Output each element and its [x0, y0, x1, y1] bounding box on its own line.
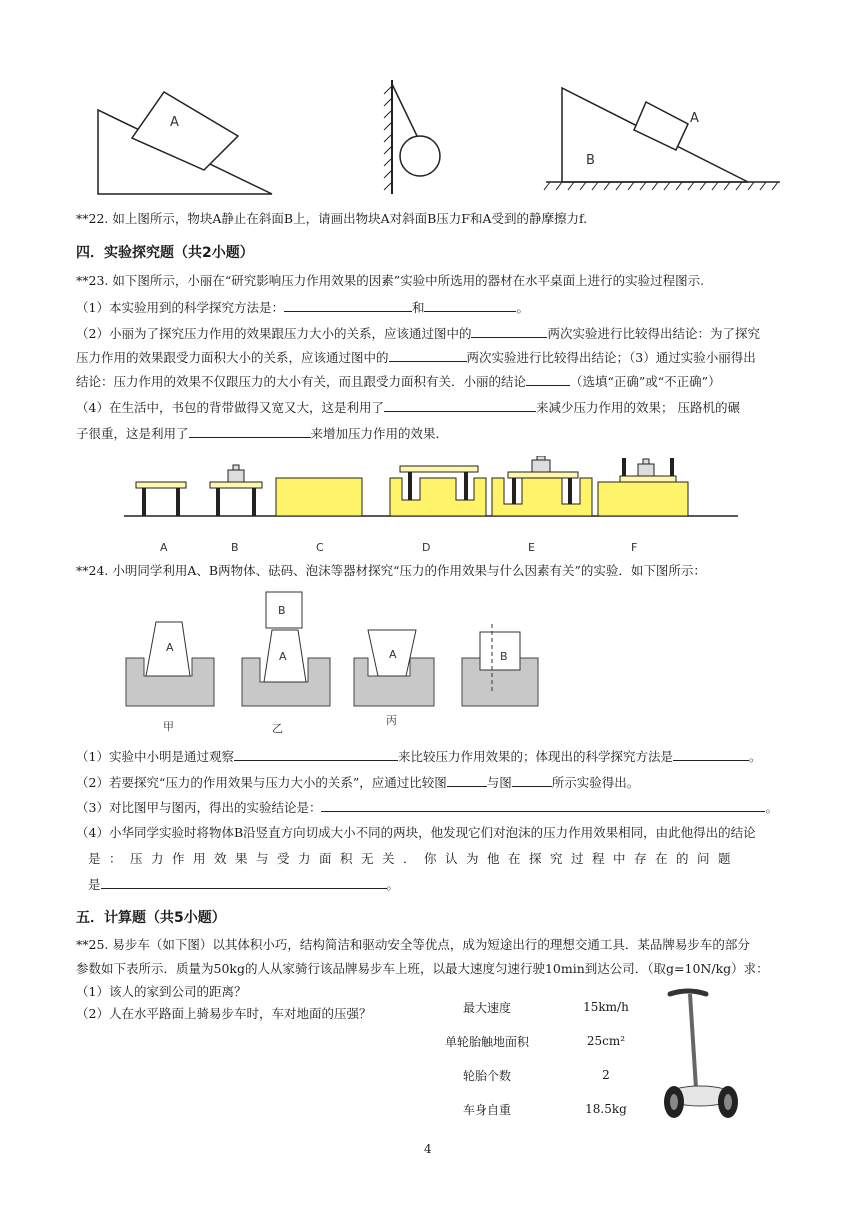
- q24-p2: （2）若要探究“压力的作用效果与压力大小的关系”，应通过比较图 与图 所示实验得出。: [76, 775, 640, 790]
- table-row: [420, 1024, 658, 1058]
- q23-label-d: D: [422, 541, 431, 554]
- q23-blank-2[interactable]: [424, 298, 516, 312]
- q23-p3: 结论：压力作用的效果不仅跟压力的大小有关，而且跟受力面积有关．小丽的结论 （选填“正确”或“不正确”）: [76, 374, 721, 389]
- q23-experiment-figure: [124, 456, 738, 522]
- section5-title: 五．计算题（共5小题）: [76, 910, 226, 926]
- q23-blank-5[interactable]: [526, 372, 570, 386]
- q23-blank-6[interactable]: [384, 398, 536, 412]
- param-value: 2: [602, 1068, 610, 1082]
- q23-p1: （1）本实验用到的科学探究方法是： 和 。: [76, 300, 529, 315]
- q24-block-a-yi: A: [279, 650, 287, 663]
- param-key: 单轮胎触地面积: [444, 1034, 529, 1049]
- q23-label-f: F: [631, 541, 638, 554]
- q24-label-bing: 丙: [386, 714, 397, 727]
- q23-line1: **23. 如下图所示，小丽在“研究影响压力作用效果的因素”实验中所选用的器材在水平桌面上进行的实验过程图示.: [76, 273, 705, 288]
- page-number: 4: [424, 1142, 432, 1156]
- q24-block-a-jia: A: [166, 641, 174, 654]
- q23-blank-3[interactable]: [471, 324, 547, 338]
- q24-p4-line2: 是：压力作用效果与受力面积无关．你认为他在探究过程中存在的问题: [88, 851, 740, 866]
- q23-label-e: E: [528, 541, 535, 554]
- incline-figure-left: [92, 84, 278, 200]
- q23-p4-line2: 子很重，这是利用了 来增加压力作用的效果．: [76, 426, 449, 441]
- param-value: 15km/h: [583, 1000, 629, 1014]
- table-row: [420, 1058, 658, 1092]
- table-row: [420, 990, 658, 1024]
- table-row: [420, 1092, 658, 1126]
- q23-p4: （4）在生活中，书包的背带做得又宽又大，这是利用了 来减少压力作用的效果； 压路机的碾: [76, 400, 740, 415]
- param-key: 轮胎个数: [462, 1068, 511, 1083]
- scooter-image: [662, 984, 752, 1126]
- hanging-ball-figure: [382, 76, 448, 200]
- q24-p4-line3: 是 。: [88, 877, 400, 892]
- q25-sub1: （1）该人的家到公司的距离？: [76, 984, 247, 999]
- q24-p3: （3）对比图甲与图丙，得出的实验结论是： 。: [76, 800, 778, 815]
- q24-p4-line1: （4）小华同学实验时将物体B沿竖直方向切成大小不同的两块，他发现它们对泡沫的压力作用效果相同，由此他得出的结论: [76, 825, 756, 840]
- q24-blank-5[interactable]: [321, 798, 765, 812]
- incline-figure-right: [542, 84, 786, 196]
- q25-line2: 参数如下表所示．质量为50kg的人从家骑行该品牌易步车上班，以最大速度匀速行驶10min到达公司．（取g=10N/kg）求：: [76, 961, 769, 976]
- q24-block-b-cut: B: [500, 650, 508, 663]
- q24-line1: **24. 小明同学利用A、B两物体、砝码、泡沫等器材探究“压力的作用效果与什么因素有关”的实验．如下图所示：: [76, 563, 706, 578]
- q23-blank-1[interactable]: [284, 298, 412, 312]
- q23-blank-4[interactable]: [389, 348, 467, 362]
- q25-param-table: [420, 990, 658, 1126]
- incline-b-label: B: [586, 153, 595, 168]
- q22-text: **22. 如上图所示，物块A静止在斜面B上，请画出物块A对斜面B压力F和A受到的静摩擦力f.: [76, 211, 588, 226]
- q23-p2: （2）小丽为了探究压力作用的效果跟压力大小的关系，应该通过图中的 两次实验进行比较得出结论：为了探究: [76, 326, 760, 341]
- q25-line1: **25. 易步车（如下图）以其体积小巧，结构简洁和驱动安全等优点，成为短途出行的理想交通工具．某品牌易步车的部分: [76, 937, 750, 952]
- q24-p1: （1）实验中小明是通过观察 来比较压力作用效果的；体现出的科学探究方法是 。: [76, 749, 762, 764]
- q24-blank-6[interactable]: [101, 875, 387, 889]
- q23-label-a: A: [160, 541, 168, 554]
- q24-blank-1[interactable]: [234, 747, 398, 761]
- block-a-label-right: A: [690, 111, 699, 126]
- param-key: 最大速度: [462, 1000, 511, 1015]
- q24-experiment-figure: [124, 588, 554, 714]
- q23-blank-7[interactable]: [189, 424, 311, 438]
- q24-block-a-bing: A: [389, 648, 397, 661]
- q23-label-c: C: [316, 541, 324, 554]
- q24-blank-3[interactable]: [447, 773, 487, 787]
- q23-label-b: B: [231, 541, 239, 554]
- q25-sub2: （2）人在水平路面上骑易步车时，车对地面的压强？: [76, 1006, 372, 1021]
- param-key: 车身自重: [462, 1102, 511, 1117]
- q24-label-jia: 甲: [163, 720, 174, 733]
- section4-title: 四．实验探究题（共2小题）: [76, 245, 254, 261]
- q24-blank-2[interactable]: [673, 747, 749, 761]
- param-value: 25cm²: [586, 1034, 626, 1048]
- q24-block-b-yi: B: [278, 604, 286, 617]
- block-a-label-left: A: [170, 115, 179, 130]
- q24-blank-4[interactable]: [512, 773, 552, 787]
- q24-label-yi: 乙: [272, 722, 283, 735]
- q23-p2-line2: 压力作用的效果跟受力面积大小的关系，应该通过图中的 两次实验进行比较得出结论；（3）通过实验小丽得出: [76, 350, 756, 365]
- param-value: 18.5kg: [585, 1102, 627, 1116]
